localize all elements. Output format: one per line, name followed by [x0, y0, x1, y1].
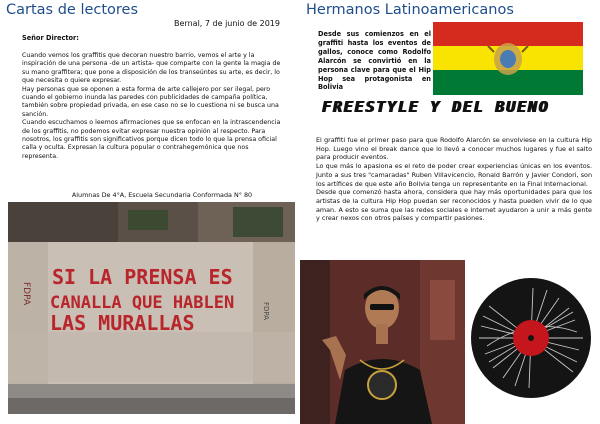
- artist-illustration: [300, 260, 465, 424]
- letter-date: Bernal, 7 de junio de 2019: [174, 19, 280, 28]
- article-body: [316, 136, 592, 223]
- graffiti-line: CANALLA QUE HABLEN: [50, 293, 235, 313]
- left-section-title: Cartas de lectores: [6, 2, 139, 18]
- graffiti-wall-illustration: [8, 202, 295, 414]
- right-section-title: Hermanos Latinoamericanos: [306, 2, 514, 18]
- bolivia-flag-image: [433, 22, 583, 95]
- graffiti-line: LAS MURALLAS: [50, 311, 195, 335]
- vinyl-record-image: [469, 276, 593, 400]
- article-banner-title: FREESTYLE Y DEL BUENO: [322, 98, 550, 116]
- graffiti-wall-photo: [8, 202, 295, 414]
- letter-body: [22, 52, 282, 161]
- artist-photo: [300, 260, 465, 424]
- letter-salutation: Señor Director:: [22, 34, 79, 42]
- graffiti-side-tag: FDPA: [21, 282, 31, 306]
- graffiti-line: SI LA PRENSA ES: [52, 265, 233, 289]
- letter-paragraph: Cuando vemos los graffitis que decoran nuestro barrio, vemos el arte y la inspiración de una persona -de un artista- que comparte con la gente la magia de su mano graffitera; que pone a disposición de los transeúntes su arte, es decir, lo que necesita o quiere expresar.: [22, 52, 281, 85]
- graffiti-side-tag: FDPA: [262, 302, 270, 320]
- article-paragraph: El graffiti fue el primer paso para que Rodolfo Alarcón se envolviese en la cultura Hip Hop. Luego vino el break dance que lo llevó a conocer muchos lugares y fue el salto para producir eventos.: [316, 136, 592, 162]
- article-intro: Desde sus comienzos en el graffiti hasta los eventos de gallos, conoce como Rodolfo Alarcón se convirtió en la persona clave para que el Hip Hop sea protagonista en Bolivia: [318, 30, 431, 92]
- letter-paragraph: Cuando escuchamos o leemos afirmaciones que se enfocan en la intrascendencia de los graffitis, no podemos evitar expresar nuestra opinión al respecto. Para nosotros, los graffitis son significativos porque dicen todo lo que la prensa oficial calla y oculta. Expresan la cultura popular o contrahegemónica que nos representa.: [22, 119, 281, 160]
- article-paragraph: Desde que comenzó hasta ahora, considera que hay más oportunidades para que los artistas de la cultura Hip Hop puedan ser reconocidos y hasta pueden vivir de lo que aman. A esto se suma que las redes sociales e internet ayudaron a unir a más gente y crear nexos con otros países y compartir pasiones.: [316, 188, 592, 223]
- article-paragraph: Lo que más lo apasiona es el reto de poder crear experiencias únicas en los eventos. Junto a sus tres "camaradas" Ruben Villavicencio, Ronald Barrón y Javier Condori, son los artífices de que este año Bolivia tenga un representante en la Final Internacional.: [316, 162, 592, 188]
- letter-signature: Alumnas De 4°A, Escuela Secundaria Conformada N° 80: [71, 191, 253, 199]
- letter-paragraph: Hay personas que se oponen a esta forma de arte callejero por ser ilegal, pero cuando el gobierno inunda las paredes con publicidades de campaña política, también sobre propiedad privada, en ese caso no se lo cuestiona ni se busca una sanción.: [22, 85, 279, 118]
